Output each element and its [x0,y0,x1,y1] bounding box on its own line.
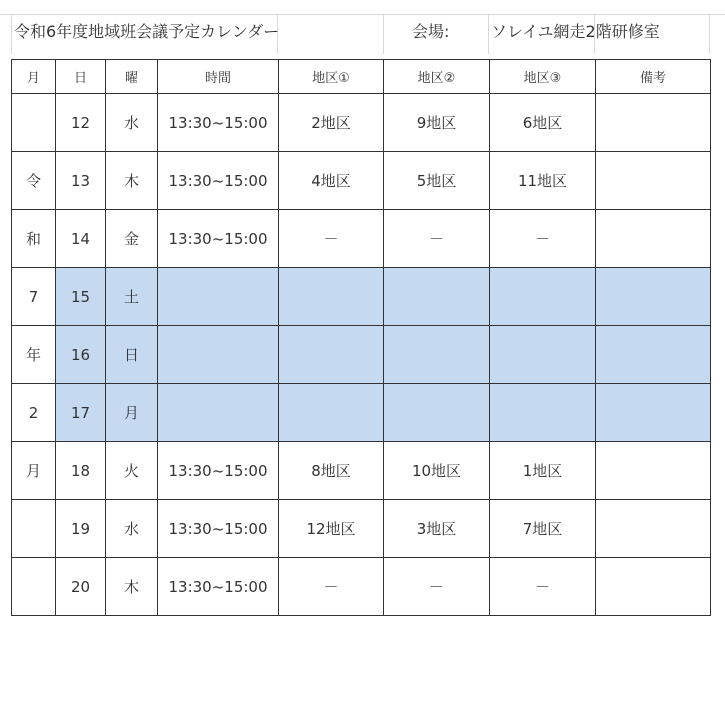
month-label-cell: 2 [12,384,56,442]
notes-cell [596,500,711,558]
column-header-district-1: 地区① [279,60,384,94]
column-header-month: 月 [12,60,56,94]
time-cell: 13:30~15:00 [158,500,279,558]
table-row [12,384,711,442]
month-label-cell [12,558,56,616]
notes-cell [596,210,711,268]
weekday-cell: 日 [106,326,158,384]
time-cell [158,268,279,326]
time-cell [158,384,279,442]
venue-name: ソレイユ網走2階研修室 [491,22,660,41]
district-3-cell: 6地区 [490,94,596,152]
time-cell: 13:30~15:00 [158,558,279,616]
day-cell: 16 [56,326,106,384]
column-header-notes: 備考 [596,60,711,94]
month-label-cell [12,94,56,152]
column-header-time: 時間 [158,60,279,94]
gridline [0,14,725,15]
district-2-cell [384,384,490,442]
day-cell: 12 [56,94,106,152]
month-label-cell: 和 [12,210,56,268]
gridline [11,14,12,54]
table-row [12,210,711,268]
notes-cell [596,94,711,152]
weekday-cell: 月 [106,384,158,442]
time-cell: 13:30~15:00 [158,442,279,500]
weekday-cell: 木 [106,558,158,616]
district-2-cell: 3地区 [384,500,490,558]
district-1-cell: 2地区 [279,94,384,152]
district-3-cell: 11地区 [490,152,596,210]
district-2-cell: － [384,210,490,268]
district-1-cell: － [279,210,384,268]
month-label-cell: 月 [12,442,56,500]
table-row [12,442,711,500]
district-2-cell: 9地区 [384,94,490,152]
time-cell: 13:30~15:00 [158,94,279,152]
table-row [12,500,711,558]
notes-cell [596,384,711,442]
schedule-table [11,59,711,616]
notes-cell [596,558,711,616]
table-header-row [12,60,711,94]
day-cell: 18 [56,442,106,500]
district-2-cell [384,268,490,326]
district-3-cell [490,384,596,442]
notes-cell [596,326,711,384]
day-cell: 17 [56,384,106,442]
district-1-cell: 8地区 [279,442,384,500]
notes-cell [596,268,711,326]
gridline [488,14,489,54]
district-1-cell [279,384,384,442]
table-row [12,268,711,326]
page-title: 令和6年度地域班会議予定カレンダー [14,22,280,41]
day-cell: 20 [56,558,106,616]
district-3-cell [490,268,596,326]
notes-cell [596,152,711,210]
column-header-weekday: 曜 [106,60,158,94]
day-cell: 13 [56,152,106,210]
column-header-district-2: 地区② [384,60,490,94]
gridline [383,14,384,54]
weekday-cell: 火 [106,442,158,500]
table-row [12,152,711,210]
month-label-cell [12,500,56,558]
notes-cell [596,442,711,500]
day-cell: 15 [56,268,106,326]
gridline [709,14,710,54]
weekday-cell: 水 [106,500,158,558]
month-label-cell: 7 [12,268,56,326]
district-1-cell: － [279,558,384,616]
month-label-cell: 令 [12,152,56,210]
weekday-cell: 木 [106,152,158,210]
district-3-cell: 7地区 [490,500,596,558]
venue-label: 会場: [412,22,450,41]
district-3-cell: － [490,558,596,616]
time-cell [158,326,279,384]
weekday-cell: 水 [106,94,158,152]
district-3-cell: － [490,210,596,268]
district-2-cell: 5地区 [384,152,490,210]
district-1-cell [279,268,384,326]
weekday-cell: 土 [106,268,158,326]
day-cell: 14 [56,210,106,268]
time-cell: 13:30~15:00 [158,152,279,210]
district-1-cell [279,326,384,384]
district-2-cell [384,326,490,384]
district-1-cell: 12地区 [279,500,384,558]
district-2-cell: 10地区 [384,442,490,500]
table-row [12,326,711,384]
month-label-cell: 年 [12,326,56,384]
district-2-cell: － [384,558,490,616]
weekday-cell: 金 [106,210,158,268]
district-1-cell: 4地区 [279,152,384,210]
time-cell: 13:30~15:00 [158,210,279,268]
column-header-district-3: 地区③ [490,60,596,94]
table-row [12,94,711,152]
table-row [12,558,711,616]
district-3-cell: 1地区 [490,442,596,500]
district-3-cell [490,326,596,384]
day-cell: 19 [56,500,106,558]
column-header-day: 日 [56,60,106,94]
